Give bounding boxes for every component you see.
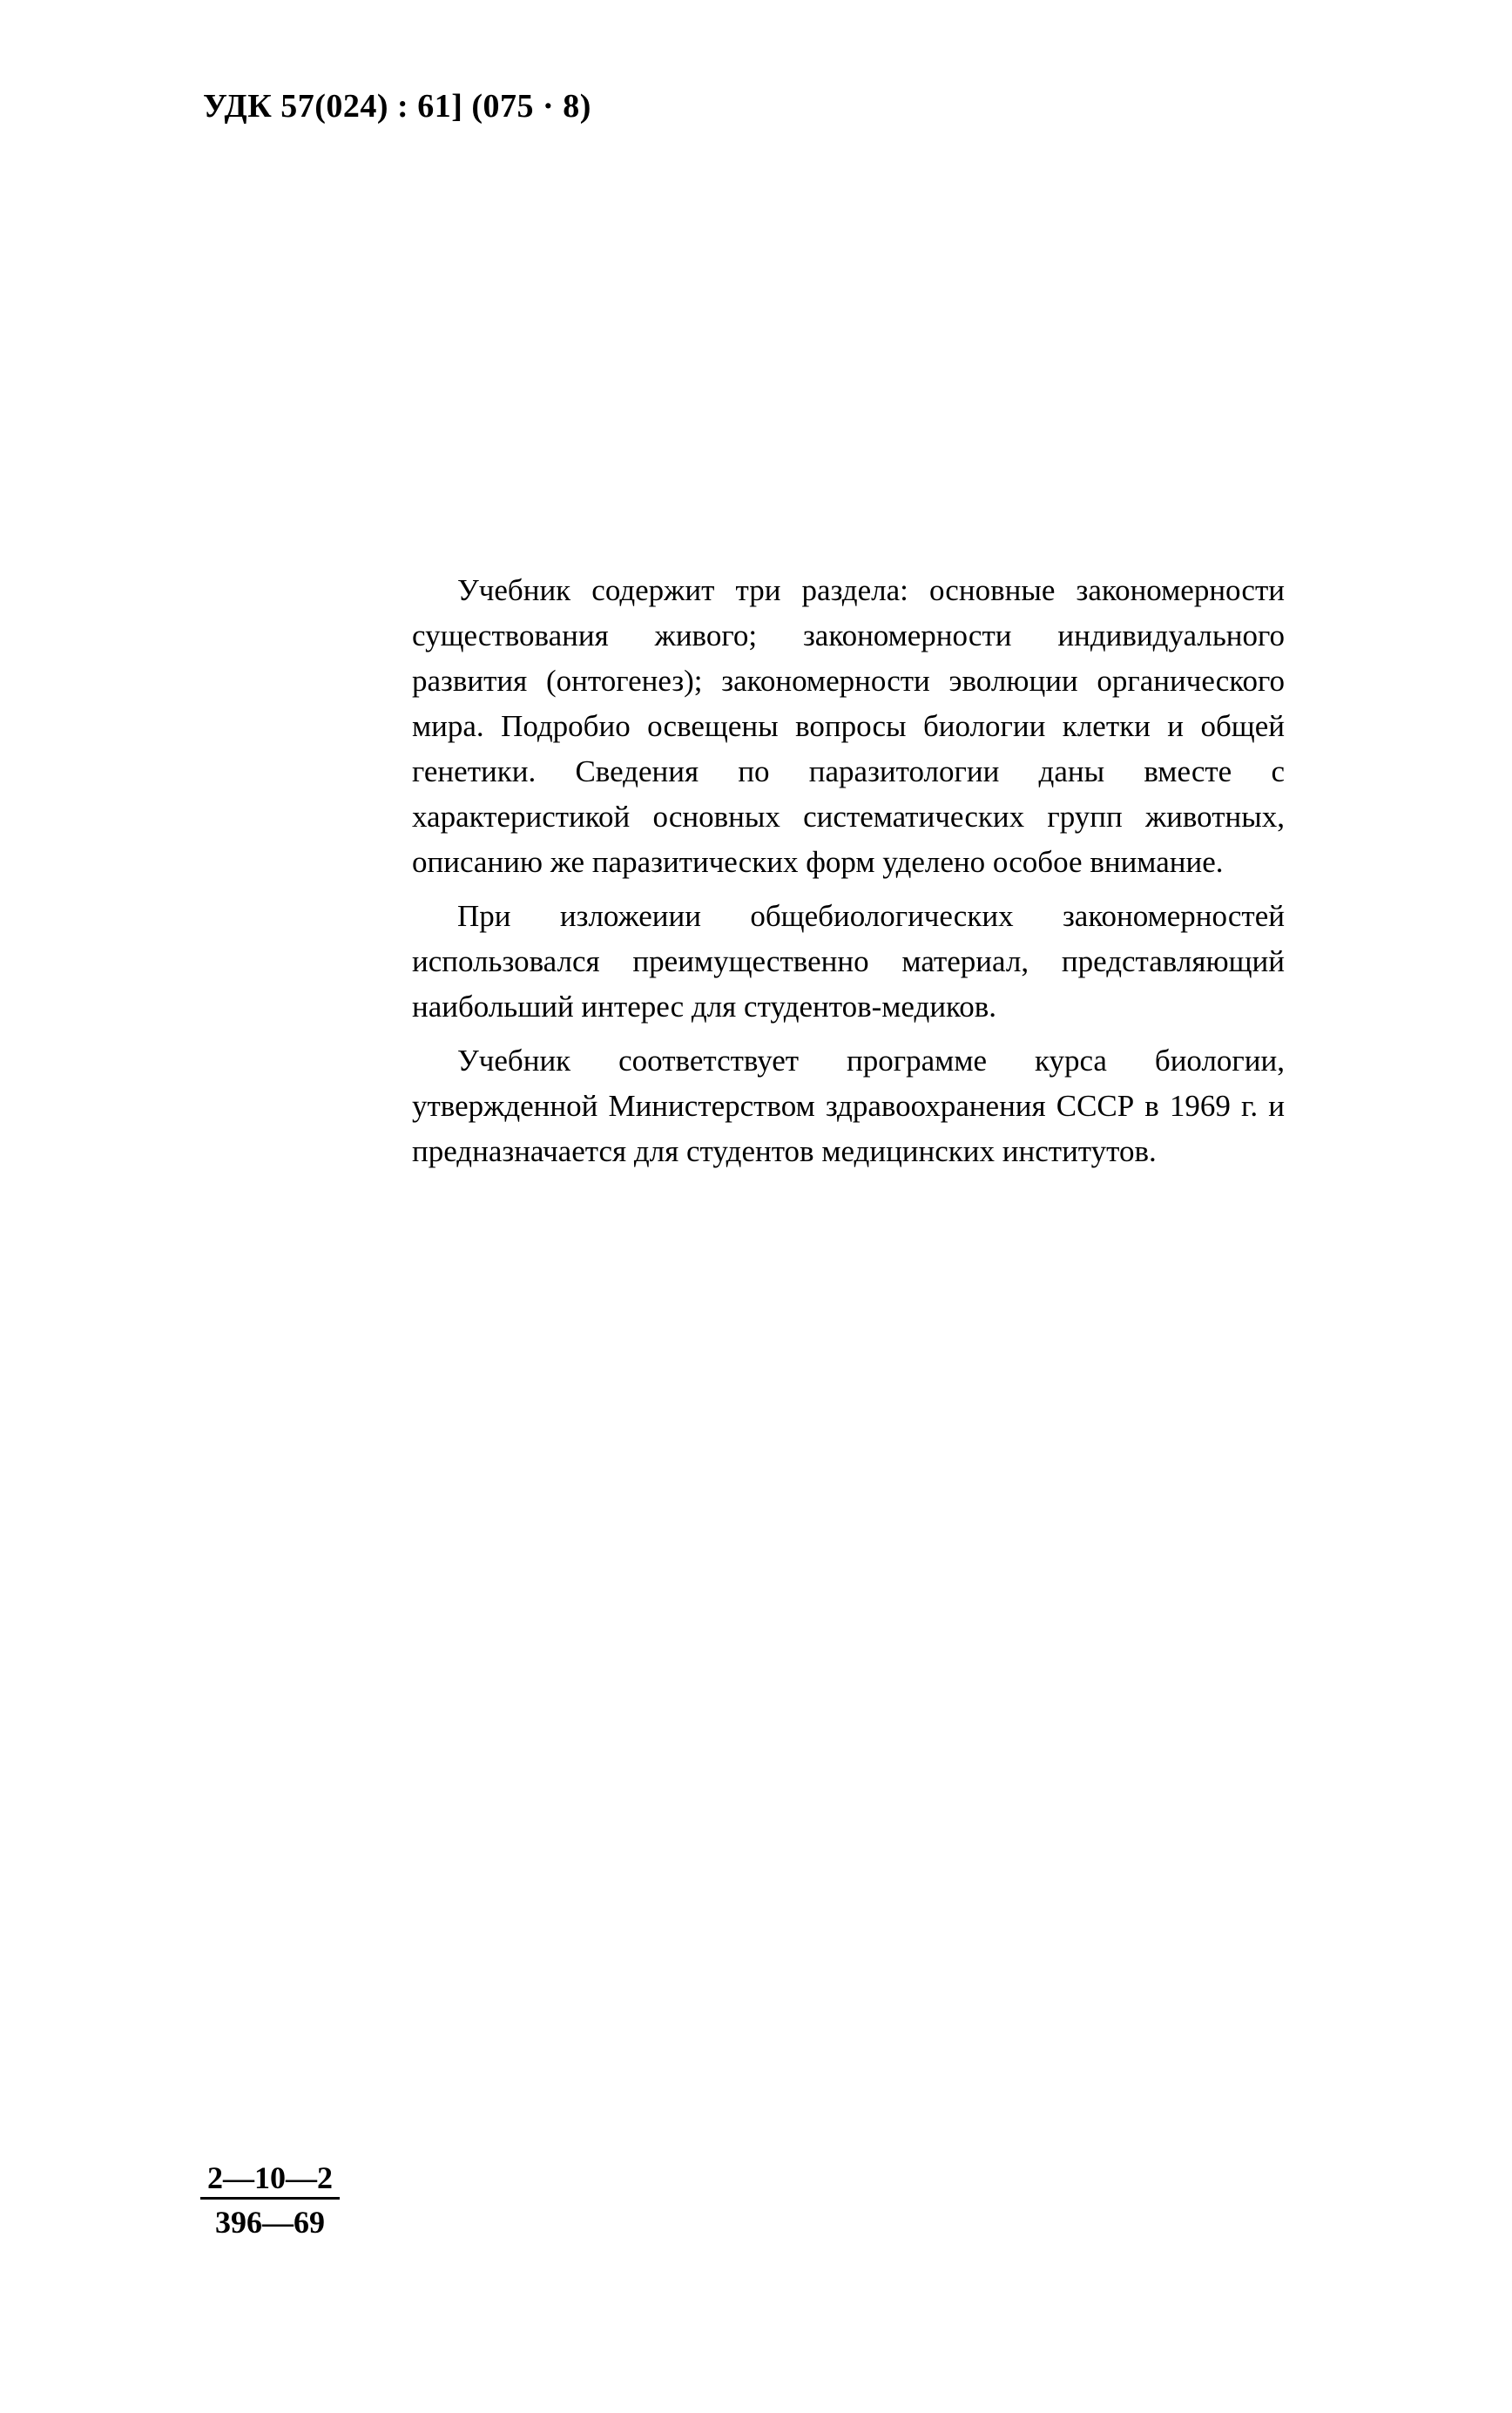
annotation-paragraph: Учебник соответствует программе курса биологии, утвержденной Министерством здравоохранения СССР в 1969 г. и предназначается для студентов медицинских институтов. — [412, 1044, 1285, 1168]
code-denominator: 396—69 — [200, 2197, 340, 2241]
annotation-paragraph: Учебник содержит три раздела: основные закономерности существования живого; закономерности индивидуального развития (онтогенез); закономерности эволюции органического мира. Подробио освещены вопросы биологии клетки и общей генетики. Сведения по паразитологии даны вместе с характеристикой основных систематических групп животных, описанию же паразитических форм уделено особое внимание. — [412, 573, 1285, 879]
annotation-block — [412, 568, 1285, 1174]
annotation-paragraph: При изложеиии общебиологических закономерностей использовался преимущественно материал, представляющий наибольший интерес для студентов-медиков. — [412, 899, 1285, 1024]
udk-line: УДК 57(024) : 61] (075 · 8) — [203, 88, 591, 125]
code-numerator: 2—10—2 — [207, 2160, 333, 2195]
publication-code — [200, 2159, 340, 2241]
